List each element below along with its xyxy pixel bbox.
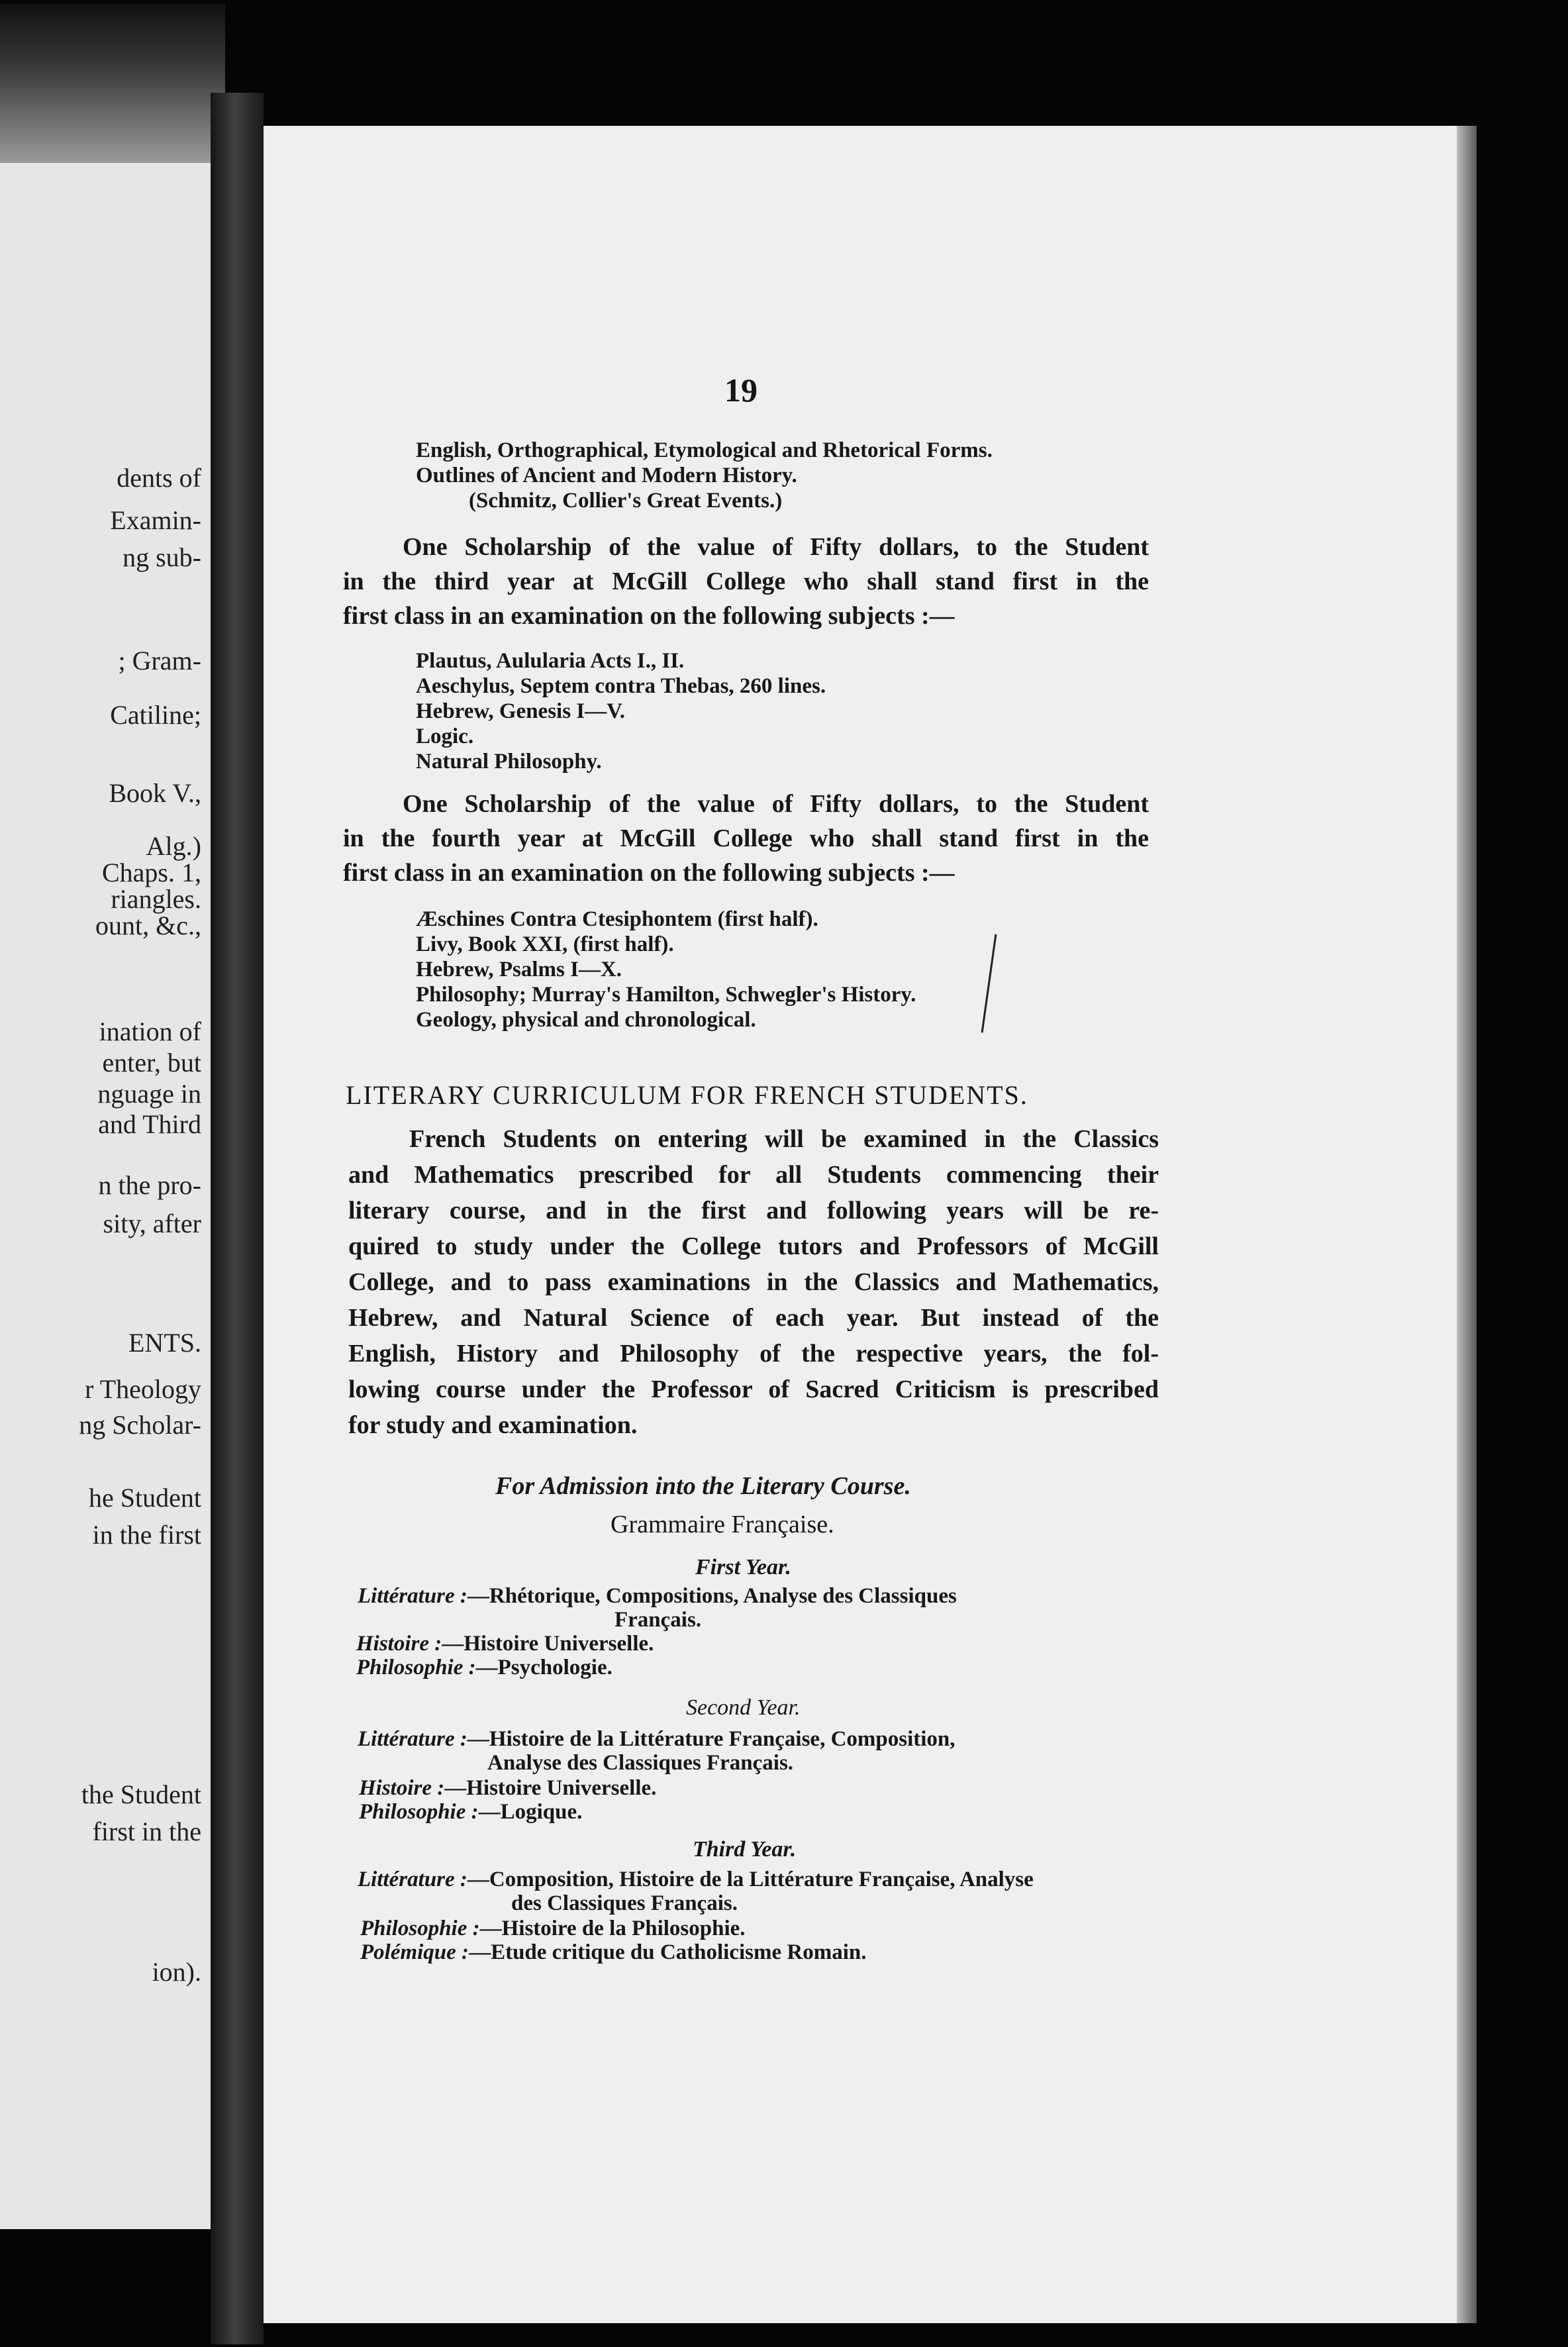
paragraph-line: and Mathematics prescribed for all Students commencing their [348,1161,1159,1189]
row-text: —Psychologie. [475,1656,612,1679]
paragraph-line: in the third year at McGill College who shall stand first in the [343,568,1149,595]
paragraph-line: English, History and Philosophy of the respective years, the fol- [348,1340,1159,1368]
curriculum-row [614,1608,701,1632]
page-shadow [0,4,225,163]
left-fragment: nguage in [97,1079,201,1109]
left-fragment: first in the [92,1817,201,1846]
row-text: —Etude critique du Catholicisme Romain. [469,1940,867,1964]
row-label: Philosophie : [359,1800,479,1824]
curriculum-row [358,1584,957,1609]
left-fragment: in the first [92,1520,201,1550]
subject-line: Hebrew, Psalms I—X. [416,958,622,981]
paragraph-line: One Scholarship of the value of Fifty dollars, to the Student [403,790,1149,818]
row-text: —Histoire de la Philosophie. [479,1917,746,1940]
paragraph-line: in the fourth year at McGill College who shall stand first in the [343,824,1149,852]
paragraph-line: College, and to pass examinations in the Classics and Mathematics, [348,1268,1159,1296]
subject-line: Æschines Contra Ctesiphontem (first half). [416,907,818,931]
subject-line: Livy, Book XXI, (first half). [416,932,674,956]
left-fragment: dents of [117,463,201,493]
curriculum-row [358,1868,1034,1892]
subject-line: Aeschylus, Septem contra Thebas, 260 lines. [416,674,826,698]
row-text: —Histoire Universelle. [444,1776,657,1800]
left-fragment: Examin- [110,505,201,535]
year-title: Third Year. [693,1837,797,1862]
row-label: Polémique : [360,1940,469,1964]
curriculum-row [359,1800,582,1824]
subject-line: Philosophy; Murray's Hamilton, Schwegler's History. [416,983,916,1007]
admission-subject: Grammaire Française. [611,1511,834,1538]
row-text: —Rhétorique, Compositions, Analyse des Classiques [467,1584,957,1608]
paragraph-line: One Scholarship of the value of Fifty dollars, to the Student [403,533,1149,561]
curriculum-row [356,1632,654,1656]
left-fragment: ination of [99,1017,201,1046]
left-fragment: ; Gram- [118,646,201,675]
page-edge [1457,126,1477,2323]
curriculum-row [360,1940,867,1965]
left-fragment: the Student [81,1779,201,1809]
left-fragment: r Theology [85,1374,201,1404]
curriculum-row [356,1656,612,1680]
left-fragment: riangles. [111,884,201,914]
left-fragment: sity, after [103,1209,201,1238]
row-text: —Logique. [478,1800,583,1824]
left-fragment: Catiline; [110,700,201,730]
paragraph-line: first class in an examination on the following subjects :— [343,602,955,630]
paragraph-line: French Students on entering will be examined in the Classics [409,1125,1159,1153]
left-fragment: ng sub- [122,542,201,572]
row-text: —Composition, Histoire de la Littérature Française, Analyse [467,1868,1034,1891]
left-fragment: enter, but [102,1048,201,1077]
curriculum-row [359,1776,656,1801]
subject-line: (Schmitz, Collier's Great Events.) [469,489,783,513]
paragraph-line: literary course, and in the first and following years will be re- [348,1197,1159,1224]
left-fragment: Alg.) [146,831,201,861]
row-label: Littérature : [358,1584,467,1608]
paragraph-line: lowing course under the Professor of Sacred Criticism is prescribed [348,1375,1159,1403]
book-gutter [211,93,264,2344]
paragraph-line: quired to study under the College tutors and Professors of McGill [348,1232,1159,1260]
left-page [0,46,211,2229]
curriculum-row [487,1751,793,1775]
page-number: 19 [724,372,758,409]
paragraph-line: Hebrew, and Natural Science of each year. But instead of the [348,1304,1159,1332]
row-text: Français. [614,1608,702,1632]
row-label: Histoire : [356,1632,442,1656]
admission-title: For Admission into the Literary Course. [495,1472,911,1500]
curriculum-row [511,1891,738,1916]
row-label: Histoire : [359,1776,445,1800]
left-fragment: ount, &c., [95,911,201,940]
row-label: Philosophie : [356,1656,476,1679]
left-fragment: and Third [98,1109,201,1139]
row-label: Philosophie : [360,1917,480,1940]
left-fragment: ng Scholar- [79,1410,201,1440]
left-fragment: n the pro- [98,1170,201,1200]
row-text: Analyse des Classiques Français. [487,1751,794,1775]
paragraph-line: first class in an examination on the following subjects :— [343,859,955,887]
subject-line: Outlines of Ancient and Modern History. [416,464,797,487]
subject-line: Geology, physical and chronological. [416,1008,756,1032]
subject-line: English, Orthographical, Etymological and Rhetorical Forms. [416,438,993,462]
left-fragment: he Student [89,1483,201,1513]
year-title: First Year. [695,1555,791,1579]
row-text: —Histoire Universelle. [442,1632,654,1656]
row-label: Littérature : [358,1727,467,1751]
subject-line: Logic. [416,724,474,748]
subject-line: Natural Philosophy. [416,750,602,774]
subject-line: Hebrew, Genesis I—V. [416,699,625,723]
year-title: Second Year. [686,1695,801,1720]
curriculum-row [358,1727,956,1752]
left-fragment: Book V., [109,778,201,808]
section-heading: LITERARY CURRICULUM FOR FRENCH STUDENTS. [346,1080,1028,1110]
paragraph-line: for study and examination. [348,1411,638,1439]
left-fragment: ENTS. [128,1328,201,1358]
row-label: Littérature : [358,1868,467,1891]
row-text: des Classiques Français. [511,1891,738,1915]
row-text: —Histoire de la Littérature Française, Composition, [467,1727,956,1751]
curriculum-row [360,1917,746,1941]
subject-line: Plautus, Aulularia Acts I., II. [416,649,685,673]
left-fragment: Chaps. 1, [102,858,201,887]
left-fragment: ion). [152,1957,201,1987]
